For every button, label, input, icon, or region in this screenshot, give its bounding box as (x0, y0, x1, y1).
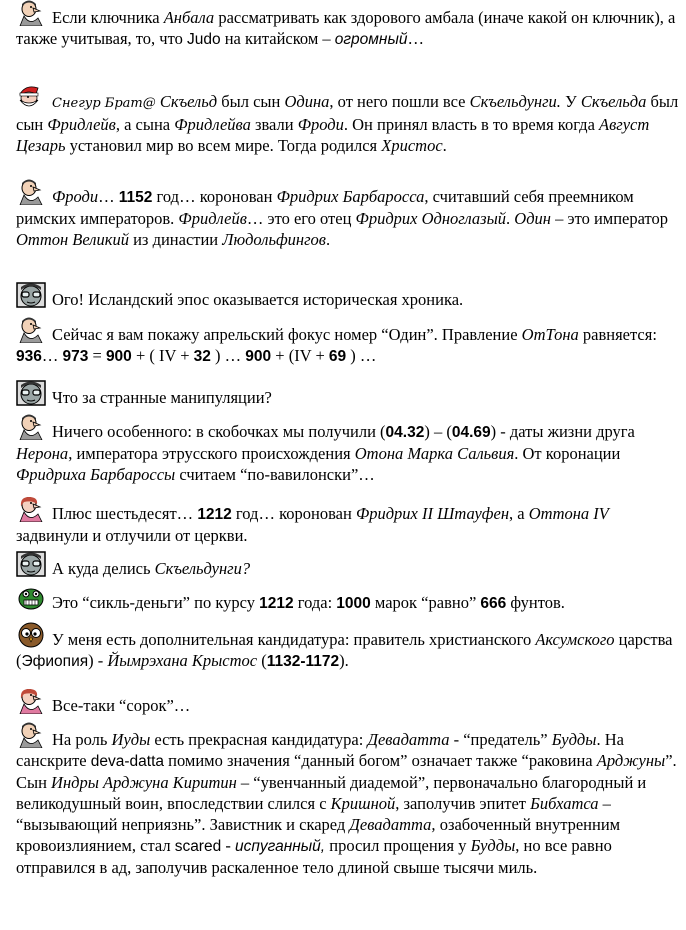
man-icon (16, 317, 46, 343)
text-run: ( (257, 651, 267, 670)
dialogue-paragraph (16, 585, 680, 614)
text-run: Аксумского (535, 630, 615, 649)
text-run: царства ( (16, 630, 673, 670)
text-run: Христос (381, 136, 443, 155)
text-run: фунтов. (506, 593, 565, 612)
text-run: ”. Сын (16, 751, 677, 792)
text-run: 69 (328, 348, 347, 365)
text-run: Ого! Исландский эпос оказывается историческая хроника. (52, 290, 464, 309)
text-run: А куда делись (52, 559, 155, 578)
text-run: ) - (88, 651, 108, 670)
text-run: Если ключника (52, 8, 164, 27)
text-run: считаем “по-вавилонски”… (175, 465, 375, 484)
glasses-icon (16, 282, 46, 308)
text-run: , заполучив эпитет (395, 794, 531, 813)
text-run: Фроди (297, 115, 344, 134)
text-run: + (IV + (271, 346, 329, 365)
text-run: … это его отец (246, 209, 356, 228)
text-run: Арджуны (596, 751, 666, 770)
text-run: 04.69 (451, 424, 491, 441)
text-run: – “увенчанный диадемой”, первоначально благородный и великодушный воин, впоследствии слился с (16, 773, 647, 813)
dialogue-paragraph (16, 551, 680, 579)
text-run: 1152 (118, 189, 153, 206)
text-run: установил мир во всем мире. Тогда родился (65, 136, 382, 155)
text-run: … (407, 29, 424, 48)
text-run: Скъельда (580, 92, 647, 111)
text-run: Фридриха Барбароссы (16, 465, 176, 484)
text-run: равняется: (578, 325, 657, 344)
text-run: … (41, 346, 63, 365)
text-run: ) … (346, 346, 377, 365)
text-run: Фридрих Барбаросса (276, 187, 425, 206)
text-run: , от него пошли все (329, 92, 470, 111)
monster-icon (16, 585, 46, 611)
man-icon (16, 414, 46, 440)
text-run: Оттон Великий (16, 230, 129, 249)
text-run: Все-таки “сорок”… (52, 696, 191, 715)
glasses-icon (16, 551, 46, 577)
text-run: Будды (551, 730, 597, 749)
text-run: Людольфингов (222, 230, 326, 249)
text-run: Фридлейв (47, 115, 116, 134)
text-run: испуганный, (234, 838, 326, 855)
text-run: deva-datta (90, 753, 165, 770)
text-run: Скъельдунги. (469, 92, 561, 111)
text-run: Фридрих Одноглазый (355, 209, 507, 228)
text-run: . (506, 209, 515, 228)
text-run: Оттона IV (528, 504, 609, 523)
man-icon (16, 722, 46, 748)
dialogue-paragraph (16, 414, 680, 485)
text-run: 900 (105, 348, 132, 365)
dialogue-paragraph (16, 722, 680, 878)
text-run: Нерона (16, 444, 69, 463)
text-run: просил прощения у (325, 836, 471, 855)
text-run: был сын (217, 92, 285, 111)
text-run: Скъельд (159, 92, 218, 111)
text-run: Ничего особенного: в скобочках мы получили ( (52, 422, 386, 441)
text-run: 1000 (336, 595, 371, 612)
text-run: Йымрэхана Крыстос (107, 651, 258, 670)
dialogue-paragraph (16, 84, 680, 156)
text-run: Что за странные манипуляции? (52, 388, 272, 407)
text-run: , а сына (115, 115, 175, 134)
text-run: озабоченный внутренним кровоизлиянием, стал (16, 815, 621, 855)
text-run: Эфиопия (21, 653, 89, 670)
text-run: на китайском – (220, 29, 335, 48)
text-run: Отона Марка Сальвия (354, 444, 515, 463)
dialogue-paragraph (16, 622, 680, 672)
text-run: Будды (470, 836, 516, 855)
text-run: помимо значения “данный богом” означает также “раковина (164, 751, 597, 770)
text-run: Фридлейв (178, 209, 247, 228)
text-run: … (98, 187, 119, 206)
text-run: ОтТона (521, 325, 579, 344)
man-icon (16, 179, 46, 205)
text-run: Бибхатса (530, 794, 599, 813)
text-run: . На санскрите (16, 730, 624, 770)
text-run: ). (339, 651, 349, 670)
text-run: был сын (16, 92, 679, 134)
dialogue-paragraph (16, 688, 680, 716)
text-run: Иуды (111, 730, 151, 749)
text-run: Анбала (163, 8, 215, 27)
text-run: . Он принял власть в то время когда (343, 115, 600, 134)
text-run: - (221, 836, 235, 855)
text-run: . От коронации (514, 444, 621, 463)
dialogue-paragraph (16, 0, 680, 50)
text-run: Девадатта (367, 730, 450, 749)
text-run: 666 (480, 595, 507, 612)
text-run: 1132-1172 (266, 653, 340, 670)
text-run: рассматривать как здорового амбала (иначе какой он ключник), а также учитывая, то, что (16, 8, 676, 48)
text-run: год… коронован (152, 187, 277, 206)
woman-icon (16, 688, 46, 714)
text-run: + ( IV + (131, 346, 194, 365)
man-icon (16, 0, 46, 26)
text-run: scared (174, 838, 222, 855)
text-run: 04.32 (385, 424, 425, 441)
text-run: марок “равно” (370, 593, 481, 612)
text-run: Индры Арджуна Киритин (51, 773, 237, 792)
text-run: , императора этрусского происхождения (68, 444, 355, 463)
text-run: Один (514, 209, 551, 228)
text-run: ) – ( (424, 422, 452, 441)
text-run: 936 (16, 348, 42, 365)
text-run: Скъельдунги? (154, 559, 251, 578)
text-run: есть прекрасная кандидатура: (150, 730, 368, 749)
text-run: = (88, 346, 106, 365)
text-run: , но все равно отправился в ад, заполучив раскаленное тело длиной свыше тысячи миль. (16, 836, 612, 877)
text-run: Одина (284, 92, 330, 111)
text-run: Сейчас я вам покажу апрельский фокус номер “Один”. Правление (52, 325, 522, 344)
text-run: Август Цезарь (16, 115, 650, 155)
text-run: Это “сикль-деньги” по курсу (52, 593, 260, 612)
text-run: 32 (193, 348, 211, 365)
text-run: Judo (186, 31, 221, 48)
text-run: 973 (62, 348, 89, 365)
dialogue-paragraph (16, 380, 680, 408)
dialogue-paragraph (16, 179, 680, 250)
text-run: из династии (128, 230, 223, 249)
text-run: – это император (551, 209, 669, 228)
text-run: ) … (210, 346, 246, 365)
dialogue-paragraph (16, 282, 680, 310)
text-run: . (325, 230, 331, 249)
owl-icon (16, 622, 46, 648)
text-run: 900 (245, 348, 272, 365)
text-run: задвинули и отлучили от церкви. (16, 526, 248, 545)
text-run: На роль (52, 730, 112, 749)
text-run: – “вызывающий неприязнь”. Завистник и скаред (16, 794, 611, 834)
text-run: - “предатель” (449, 730, 552, 749)
text-run: 1212 (197, 506, 232, 523)
text-run: 1212 (259, 595, 294, 612)
text-run: огромный (334, 31, 408, 48)
text-run: звали (250, 115, 298, 134)
text-run: , а (509, 504, 529, 523)
text-run: года: (293, 593, 337, 612)
text-run: У меня есть дополнительная кандидатура: правитель христианского (52, 630, 536, 649)
glasses-icon (16, 380, 46, 406)
text-run: Фридрих II Штауфен (355, 504, 510, 523)
text-run: Снегур Брат@ (52, 96, 156, 111)
text-run: Фридлейва (174, 115, 251, 134)
text-run: ) - даты жизни друга (490, 422, 635, 441)
text-run: Девадатта, (349, 815, 436, 834)
text-run: Фроди (52, 187, 99, 206)
santa-icon (16, 84, 46, 110)
dialogue-paragraph (16, 317, 680, 367)
text-run: Кришной (330, 794, 396, 813)
text-run: . (442, 136, 447, 155)
text-run: Плюс шестьдесят… (52, 504, 198, 523)
woman-icon (16, 496, 46, 522)
text-run: У (560, 92, 581, 111)
text-run: год… коронован (231, 504, 356, 523)
text-run: , считавший себя преемником римских императоров. (16, 187, 634, 228)
dialogue-paragraph (16, 496, 680, 546)
